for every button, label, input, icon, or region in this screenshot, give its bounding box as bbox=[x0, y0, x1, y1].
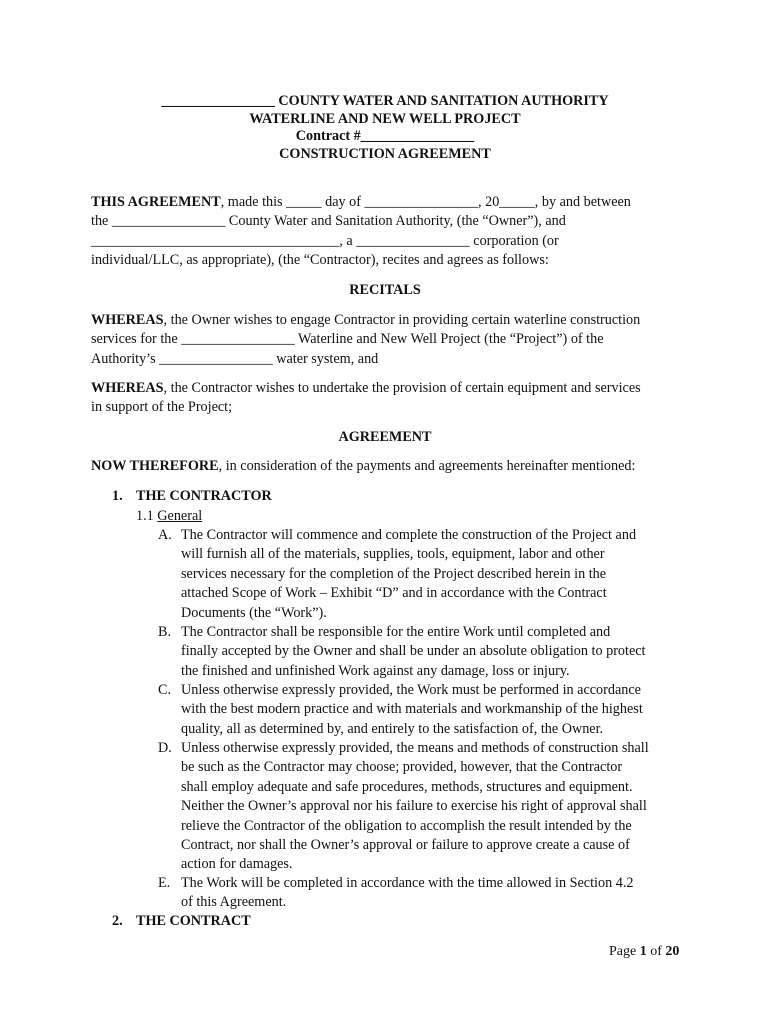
of-label: of bbox=[650, 944, 662, 959]
subsection-1-1-heading bbox=[136, 507, 202, 526]
now-therefore-paragraph bbox=[91, 457, 683, 476]
intro-paragraph bbox=[91, 193, 683, 271]
intro-line-4: individual/LLC, as appropriate), (the “Contractor), recites and agrees as follows: bbox=[91, 252, 549, 269]
whereas-paragraph-1 bbox=[91, 311, 683, 369]
agreement-heading: AGREEMENT bbox=[338, 429, 432, 445]
item-d-line: Unless otherwise expressly provided, the means and methods of construction shall bbox=[181, 740, 649, 756]
section-1-title: THE CONTRACTOR bbox=[136, 488, 272, 504]
list-letter-e: E. bbox=[158, 875, 171, 891]
list-letter-c: C. bbox=[158, 682, 172, 698]
item-b-line: finally accepted by the Owner and shall be under an absolute obligation to protect bbox=[181, 643, 646, 660]
section-1-number: 1. bbox=[112, 488, 123, 504]
section-1-heading bbox=[112, 487, 272, 506]
whereas-1-line-3: Authority’s ________________ water system, and bbox=[91, 350, 379, 367]
item-a-line: attached Scope of Work – Exhibit “D” and in accordance with the Contract bbox=[181, 585, 607, 602]
whereas-1-line-1: , the Owner wishes to engage Contractor in providing certain waterline construction bbox=[163, 312, 641, 328]
whereas-paragraph-2 bbox=[91, 379, 683, 418]
whereas-1-line-2: services for the ________________ Waterline and New Well Project (the “Project”) of the bbox=[91, 331, 604, 348]
item-c-line: Unless otherwise expressly provided, the Work must be performed in accordance bbox=[181, 682, 641, 698]
item-d-line: Neither the Owner’s approval nor his failure to exercise his right of approval shall bbox=[181, 798, 647, 815]
page-total: 20 bbox=[665, 944, 680, 959]
agreement-title: CONSTRUCTION AGREEMENT bbox=[279, 145, 491, 162]
project-title: WATERLINE AND NEW WELL PROJECT bbox=[249, 110, 521, 127]
whereas-1-lead: WHEREAS bbox=[91, 312, 164, 328]
item-a-line: services necessary for the completion of the Project described herein in the bbox=[181, 565, 607, 582]
item-c-line: quality, all as determined by, and entirely to the satisfaction of, the Owner. bbox=[181, 720, 604, 737]
subsection-title: General bbox=[157, 508, 203, 524]
intro-line-2: the ________________ County Water and Sanitation Authority, (the “Owner”), and bbox=[91, 213, 566, 230]
item-d-line: relieve the Contractor of the obligation to accomplish the result intended by the bbox=[181, 817, 632, 834]
subsection-number: 1.1 bbox=[136, 508, 154, 524]
item-b-line: The Contractor shall be responsible for the entire Work until completed and bbox=[181, 624, 611, 640]
list-letter-b: B. bbox=[158, 624, 172, 640]
list-letter-d: D. bbox=[158, 740, 172, 756]
page-number: 1 bbox=[639, 944, 647, 959]
section-2-number: 2. bbox=[112, 913, 123, 929]
whereas-2-line-2: in support of the Project; bbox=[91, 399, 233, 416]
page-footer bbox=[609, 942, 679, 961]
item-d-line: action for damages. bbox=[181, 856, 293, 873]
item-e-line: of this Agreement. bbox=[181, 894, 287, 911]
recitals-heading: RECITALS bbox=[349, 282, 421, 298]
item-d-line: shall employ adequate and safe procedures, methods, structures and equipment. bbox=[181, 778, 633, 795]
whereas-2-line-1: , the Contractor wishes to undertake the provision of certain equipment and services bbox=[163, 380, 641, 396]
list-letter-a: A. bbox=[158, 527, 172, 543]
item-b-line: the finished and unfinished Work against any damage, loss or injury. bbox=[181, 662, 570, 679]
item-a-line: The Contractor will commence and complete the construction of the Project and bbox=[181, 527, 637, 543]
now-therefore-text: , in consideration of the payments and agreements hereinafter mentioned: bbox=[218, 458, 636, 474]
item-c-line: with the best modern practice and with materials and workmanship of the highest bbox=[181, 701, 643, 718]
intro-line-1: , made this _____ day of ________________, 20_____, by and between bbox=[220, 194, 631, 210]
page-label: Page bbox=[609, 944, 637, 959]
item-e-line: The Work will be completed in accordance with the time allowed in Section 4.2 bbox=[181, 875, 634, 891]
intro-line-3: ___________________________________, a ________________ corporation (or bbox=[91, 232, 559, 249]
item-a-line: will furnish all of the materials, supplies, tools, equipment, labor and other bbox=[181, 546, 605, 563]
now-therefore-lead: NOW THEREFORE bbox=[91, 458, 219, 474]
authority-title: ________________ COUNTY WATER AND SANITATION AUTHORITY bbox=[161, 93, 609, 109]
section-2-heading bbox=[112, 912, 251, 931]
section-2-title: THE CONTRACT bbox=[136, 913, 251, 929]
item-a-line: Documents (the “Work”). bbox=[181, 604, 327, 621]
item-d-line: be such as the Contractor may choose; provided, however, that the Contractor bbox=[181, 759, 623, 776]
whereas-2-lead: WHEREAS bbox=[91, 380, 164, 396]
document-header bbox=[0, 93, 770, 163]
contract-number: Contract #________________ bbox=[295, 128, 475, 144]
intro-lead: THIS AGREEMENT bbox=[91, 194, 221, 210]
item-d-line: Contract, nor shall the Owner’s approval or failure to approve create a cause of bbox=[181, 837, 630, 854]
